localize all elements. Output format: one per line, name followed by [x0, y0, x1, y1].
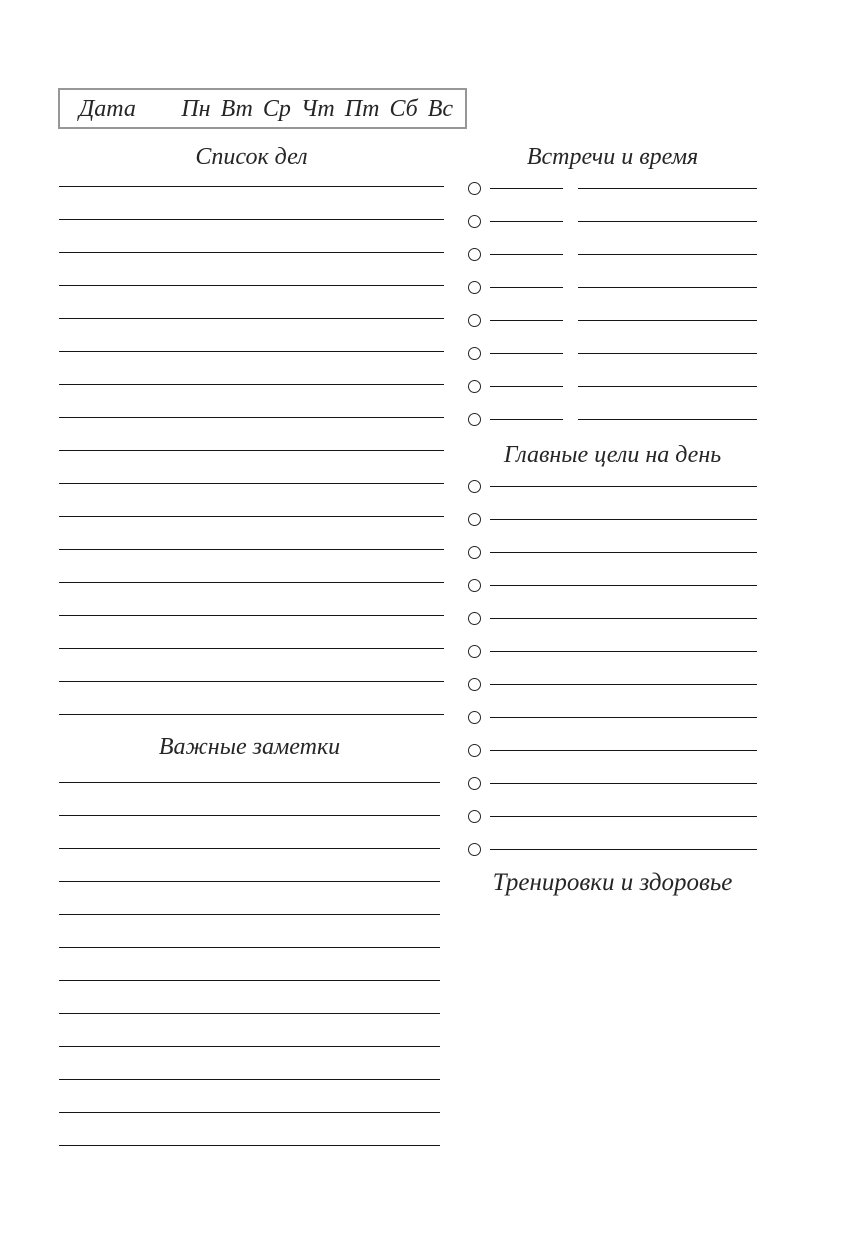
checkbox-circle — [468, 579, 481, 592]
meeting-row — [468, 304, 757, 337]
entry-line — [490, 816, 757, 817]
writing-line — [59, 220, 444, 253]
meetings-section-title: Встречи и время — [526, 144, 699, 170]
checkbox-circle — [468, 215, 481, 228]
writing-line — [59, 750, 440, 783]
goal-row — [468, 536, 757, 569]
writing-line — [59, 319, 444, 352]
writing-line — [59, 418, 444, 451]
time-line — [490, 419, 563, 420]
writing-line — [59, 451, 444, 484]
writing-line — [59, 550, 444, 583]
checkbox-circle — [468, 380, 481, 393]
goal-row — [468, 503, 757, 536]
checkbox-circle — [468, 612, 481, 625]
time-line — [490, 254, 563, 255]
entry-line — [578, 188, 757, 189]
time-line — [490, 386, 563, 387]
writing-line — [59, 948, 440, 981]
meeting-row — [468, 238, 757, 271]
writing-line — [59, 649, 444, 682]
entry-line — [490, 684, 757, 685]
weekday-label: Пн — [181, 95, 211, 122]
writing-line — [59, 484, 444, 517]
entry-line — [490, 783, 757, 784]
goal-row — [468, 470, 757, 503]
checkbox-circle — [468, 281, 481, 294]
date-box — [58, 88, 467, 129]
goal-row — [468, 767, 757, 800]
entry-line — [490, 750, 757, 751]
writing-line — [59, 882, 440, 915]
writing-line — [59, 583, 444, 616]
goal-row — [468, 833, 757, 866]
goal-row — [468, 800, 757, 833]
writing-line — [59, 187, 444, 220]
checkbox-circle — [468, 777, 481, 790]
entry-line — [490, 717, 757, 718]
checkbox-circle — [468, 810, 481, 823]
date-label: Дата — [79, 95, 136, 122]
checkbox-circle — [468, 711, 481, 724]
writing-line — [59, 352, 444, 385]
checkbox-circle — [468, 314, 481, 327]
writing-line — [59, 286, 444, 319]
goal-row — [468, 635, 757, 668]
checkbox-circle — [468, 843, 481, 856]
entry-line — [578, 254, 757, 255]
weekday-labels — [181, 97, 453, 121]
weekday-label: Чт — [300, 95, 335, 122]
entry-line — [578, 386, 757, 387]
checkbox-circle — [468, 347, 481, 360]
time-line — [490, 320, 563, 321]
goals-rows — [468, 470, 757, 866]
time-line — [490, 188, 563, 189]
writing-line — [59, 1113, 440, 1146]
checkbox-circle — [468, 645, 481, 658]
writing-line — [59, 783, 440, 816]
meeting-row — [468, 205, 757, 238]
checkbox-circle — [468, 744, 481, 757]
entry-line — [578, 287, 757, 288]
meeting-row — [468, 271, 757, 304]
todo-lines — [59, 154, 444, 715]
goals-section-title: Главные цели на день — [503, 442, 722, 468]
goal-row — [468, 569, 757, 602]
meetings-rows — [468, 172, 757, 436]
entry-line — [578, 320, 757, 321]
writing-line — [59, 682, 444, 715]
weekday-label: Вс — [427, 95, 453, 122]
entry-line — [490, 618, 757, 619]
time-line — [490, 353, 563, 354]
entry-line — [490, 486, 757, 487]
writing-line — [59, 915, 440, 948]
writing-line — [59, 1047, 440, 1080]
writing-line — [59, 517, 444, 550]
writing-line — [59, 616, 444, 649]
checkbox-circle — [468, 513, 481, 526]
weekday-label: Ср — [262, 95, 291, 122]
writing-line — [59, 981, 440, 1014]
writing-line — [59, 154, 444, 187]
goal-row — [468, 734, 757, 767]
writing-line — [59, 1080, 440, 1113]
entry-line — [490, 849, 757, 850]
meeting-row — [468, 370, 757, 403]
entry-line — [578, 419, 757, 420]
health-section-title: Тренировки и здоровье — [492, 869, 733, 896]
checkbox-circle — [468, 413, 481, 426]
writing-line — [59, 816, 440, 849]
todo-section-title: Список дел — [195, 144, 308, 170]
weekday-label: Вт — [220, 95, 253, 122]
writing-line — [59, 1014, 440, 1047]
entry-line — [490, 519, 757, 520]
notes-lines — [59, 750, 440, 1146]
meeting-row — [468, 403, 757, 436]
weekday-label: Сб — [389, 95, 418, 122]
entry-line — [578, 353, 757, 354]
entry-line — [578, 221, 757, 222]
entry-line — [490, 585, 757, 586]
checkbox-circle — [468, 546, 481, 559]
checkbox-circle — [468, 678, 481, 691]
goal-row — [468, 668, 757, 701]
meeting-row — [468, 172, 757, 205]
entry-line — [490, 552, 757, 553]
checkbox-circle — [468, 480, 481, 493]
notes-section-title: Важные заметки — [158, 734, 341, 760]
entry-line — [490, 651, 757, 652]
goal-row — [468, 602, 757, 635]
writing-line — [59, 385, 444, 418]
checkbox-circle — [468, 248, 481, 261]
writing-line — [59, 849, 440, 882]
time-line — [490, 287, 563, 288]
meeting-row — [468, 337, 757, 370]
goal-row — [468, 701, 757, 734]
time-line — [490, 221, 563, 222]
checkbox-circle — [468, 182, 481, 195]
weekday-label: Пт — [344, 95, 380, 122]
writing-line — [59, 253, 444, 286]
